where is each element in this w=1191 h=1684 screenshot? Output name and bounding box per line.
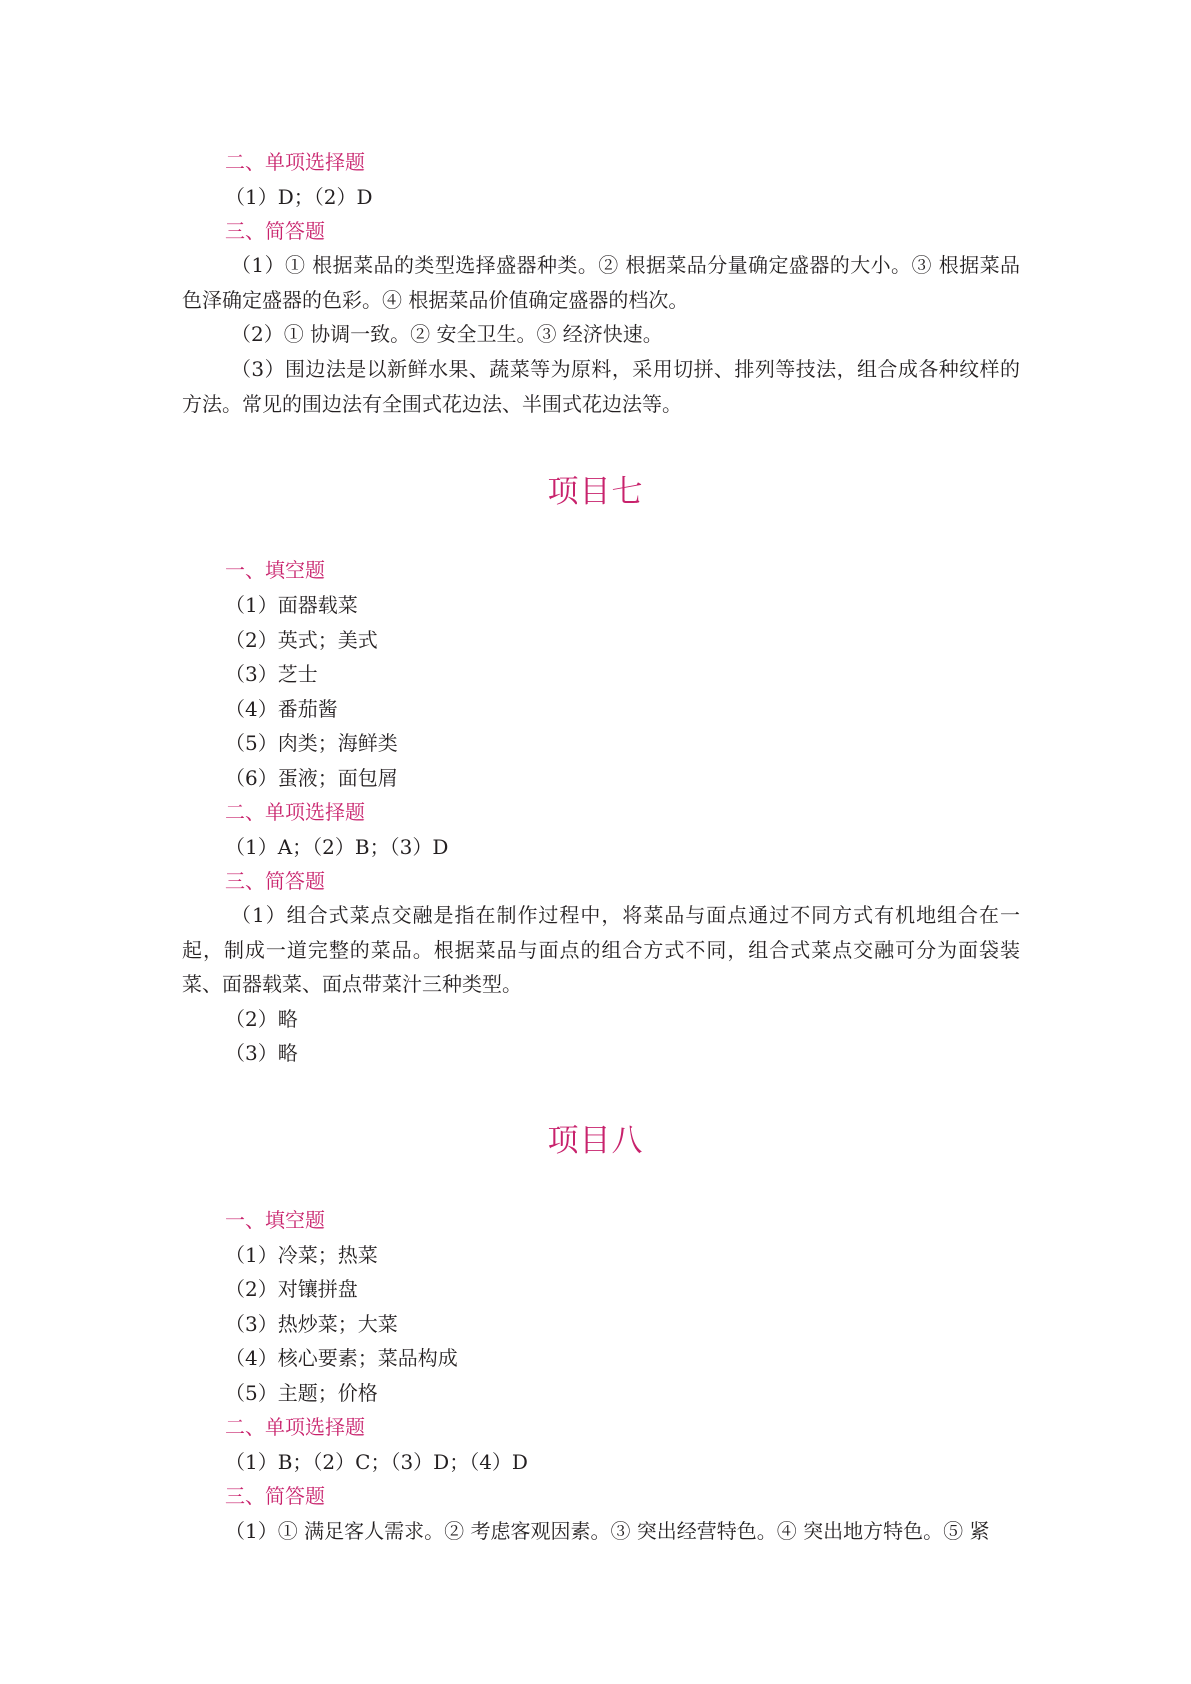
short-answer-2: （2）略 bbox=[225, 1007, 298, 1031]
short-answer-1: （1）① 满足客人需求。② 考虑客观因素。③ 突出经营特色。④ 突出地方特色。⑤ 紧 bbox=[225, 1519, 990, 1543]
fill-answer: （3）芝士 bbox=[225, 662, 318, 686]
heading-single-choice: 二、单项选择题 bbox=[225, 800, 365, 824]
fill-answer: （2）对镶拼盘 bbox=[225, 1277, 358, 1301]
heading-short-answer: 三、简答题 bbox=[225, 219, 325, 243]
short-answer-2: （2）① 协调一致。② 安全卫生。③ 经济快速。 bbox=[231, 322, 663, 346]
fill-answer: （3）热炒菜；大菜 bbox=[225, 1312, 398, 1336]
fill-answer: （2）英式；美式 bbox=[225, 628, 378, 652]
heading-short-answer: 三、简答题 bbox=[225, 869, 325, 893]
fill-answer: （4）核心要素；菜品构成 bbox=[225, 1346, 458, 1370]
heading-fill-blank: 一、填空题 bbox=[225, 558, 325, 582]
heading-fill-blank: 一、填空题 bbox=[225, 1208, 325, 1232]
fill-answer: （4）番茄酱 bbox=[225, 697, 338, 721]
fill-answer: （5）肉类；海鲜类 bbox=[225, 731, 398, 755]
short-answer-3: （3）略 bbox=[225, 1041, 298, 1065]
choice-answers: （1）A；（2）B；（3）D bbox=[225, 835, 449, 859]
project-7-title: 项目七 bbox=[547, 474, 644, 510]
heading-single-choice: 二、单项选择题 bbox=[225, 1415, 365, 1439]
fill-answer: （5）主题；价格 bbox=[225, 1381, 378, 1405]
fill-answer: （1）冷菜；热菜 bbox=[225, 1243, 378, 1267]
project-8-title: 项目八 bbox=[547, 1123, 644, 1159]
choice-answers: （1）B；（2）C；（3）D；（4）D bbox=[225, 1450, 528, 1474]
heading-short-answer: 三、简答题 bbox=[225, 1484, 325, 1508]
fill-answer: （6）蛋液；面包屑 bbox=[225, 766, 398, 790]
choice-answers: （1）D；（2）D bbox=[225, 185, 373, 209]
short-answer-3: （3）围边法是以新鲜水果、蔬菜等为原料，采用切拼、排列等技法，组合成各种纹样的方法。常见的围边法有全围式花边法、半围式花边法等。 bbox=[182, 357, 1020, 416]
short-answer-1: （1）① 根据菜品的类型选择盛器种类。② 根据菜品分量确定盛器的大小。③ 根据菜品色泽确定盛器的色彩。④ 根据菜品价值确定盛器的档次。 bbox=[182, 253, 1020, 312]
heading-single-choice: 二、单项选择题 bbox=[225, 150, 365, 174]
fill-answer: （1）面器载菜 bbox=[225, 593, 358, 617]
short-answer-1: （1）组合式菜点交融是指在制作过程中，将菜品与面点通过不同方式有机地组合在一起，制成一道完整的菜品。根据菜品与面点的组合方式不同，组合式菜点交融可分为面袋装菜、面器载菜、面点带菜汁三种类型。 bbox=[182, 903, 1020, 996]
